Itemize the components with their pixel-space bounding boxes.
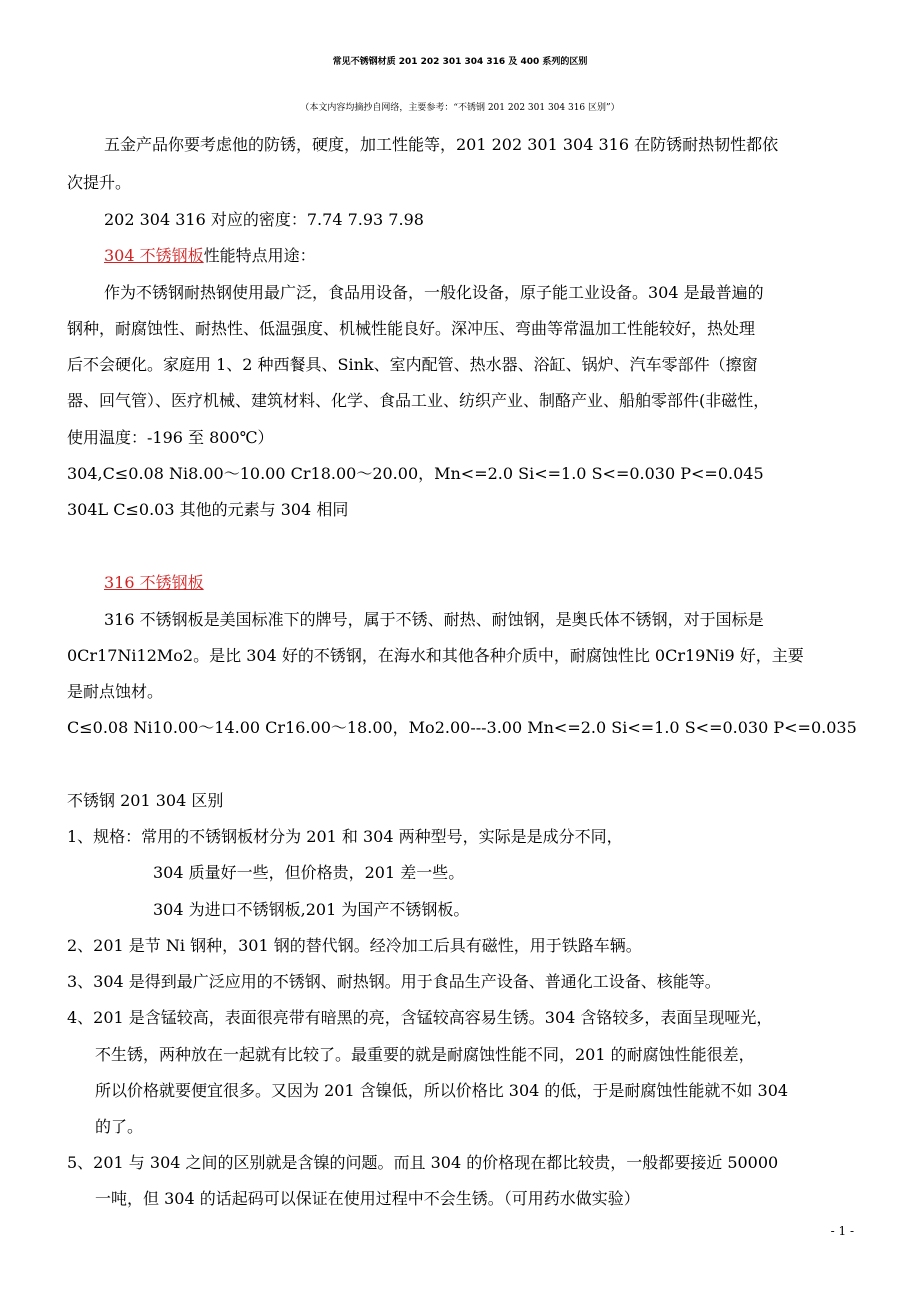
list-item: 4、201 是含锰较高，表面很亮带有暗黑的亮，含锰较高容易生锈。304 含铬较多，表面呈现哑光， (67, 1008, 773, 1027)
paragraph-line: 是耐点蚀材。 (67, 682, 164, 701)
paragraph-line: 0Cr17Ni12Mo2。是比 304 好的不锈钢，在海水和其他各种介质中，耐腐蚀性比 0Cr19Ni9 好，主要 (67, 646, 804, 665)
list-item: 304 为进口不锈钢板,201 为国产不锈钢板。 (153, 900, 470, 919)
paragraph-line: 作为不锈钢耐热钢使用最广泛，食品用设备，一般化设备，原子能工业设备。304 是最普遍的 (104, 283, 764, 302)
list-item: 5、201 与 304 之间的区别就是含镍的问题。而且 304 的价格现在都比较贵，一般都要接近 50000 (67, 1153, 779, 1172)
list-item: 2、201 是节 Ni 钢种，301 钢的替代钢。经冷加工后具有磁性，用于铁路车辆。 (67, 936, 642, 955)
section-316-heading (104, 572, 204, 594)
page-title: 常见不锈钢材质 201 202 301 304 316 及 400 系列的区别 (332, 57, 588, 67)
composition-316: C≤0.08 Ni10.00～14.00 Cr16.00～18.00，Mo2.00---3.00 Mn<=2.0 Si<=1.0 S<=0.030 P<=0.035 (67, 718, 857, 737)
list-item: 的了。 (95, 1117, 144, 1136)
section-304-heading (104, 245, 316, 267)
list-item: 所以价格就要便宜很多。又因为 201 含镍低，所以价格比 304 的低，于是耐腐蚀性能就不如 304 (95, 1081, 789, 1100)
list-item: 不生锈，两种放在一起就有比较了。最重要的就是耐腐蚀性能不同，201 的耐腐蚀性能很差， (95, 1045, 755, 1064)
paragraph-line: 后不会硬化。家庭用 1、2 种西餐具、Sink、室内配管、热水器、浴缸、锅炉、汽车零部件（擦窗 (67, 355, 758, 374)
section-304-heading-text: 性能特点用途： (203, 246, 316, 265)
composition-304l: 304L C≤0.03 其他的元素与 304 相同 (67, 500, 349, 519)
list-item: 3、304 是得到最广泛应用的不锈钢、耐热钢。用于食品生产设备、普通化工设备、核能等。 (67, 972, 721, 991)
list-item: 304 质量好一些，但价格贵，201 差一些。 (153, 863, 465, 882)
composition-304: 304,C≤0.08 Ni8.00～10.00 Cr18.00～20.00，Mn<=2.0 Si<=1.0 S<=0.030 P<=0.045 (67, 464, 764, 483)
intro-line: 五金产品你要考虑他的防锈，硬度，加工性能等，201 202 301 304 316 在防锈耐热韧性都依 (104, 135, 779, 154)
intro-line: 202 304 316 对应的密度：7.74 7.93 7.98 (104, 210, 424, 229)
link-304-steel-plate[interactable]: 304 不锈钢板 (104, 246, 204, 265)
list-item: 一吨，但 304 的话起码可以保证在使用过程中不会生锈。（可用药水做实验） (95, 1189, 640, 1208)
paragraph-line: 钢种，耐腐蚀性、耐热性、低温强度、机械性能良好。深冲压、弯曲等常温加工性能较好，热处理 (67, 319, 756, 338)
page-subtitle: （本文内容均摘抄自网络，主要参考：“不锈钢 201 202 301 304 316 区别”） (300, 103, 620, 113)
paragraph-line: 器、回气管）、医疗机械、建筑材料、化学、食品工业、纺织产业、制酪产业、船舶零部件(非磁性， (67, 391, 770, 410)
section-diff-heading: 不锈钢 201 304 区别 (67, 791, 224, 810)
link-316-steel-plate[interactable]: 316 不锈钢板 (104, 573, 204, 592)
intro-line: 次提升。 (67, 173, 132, 192)
page-number: - 1 - (830, 1224, 854, 1238)
paragraph-line: 316 不锈钢板是美国标准下的牌号，属于不锈、耐热、耐蚀钢，是奥氏体不锈钢，对于国标是 (104, 610, 764, 629)
list-item: 1、规格：常用的不锈钢板材分为 201 和 304 两种型号，实际是是成分不同， (67, 827, 623, 846)
paragraph-line: 使用温度：-196 至 800℃） (67, 428, 274, 447)
